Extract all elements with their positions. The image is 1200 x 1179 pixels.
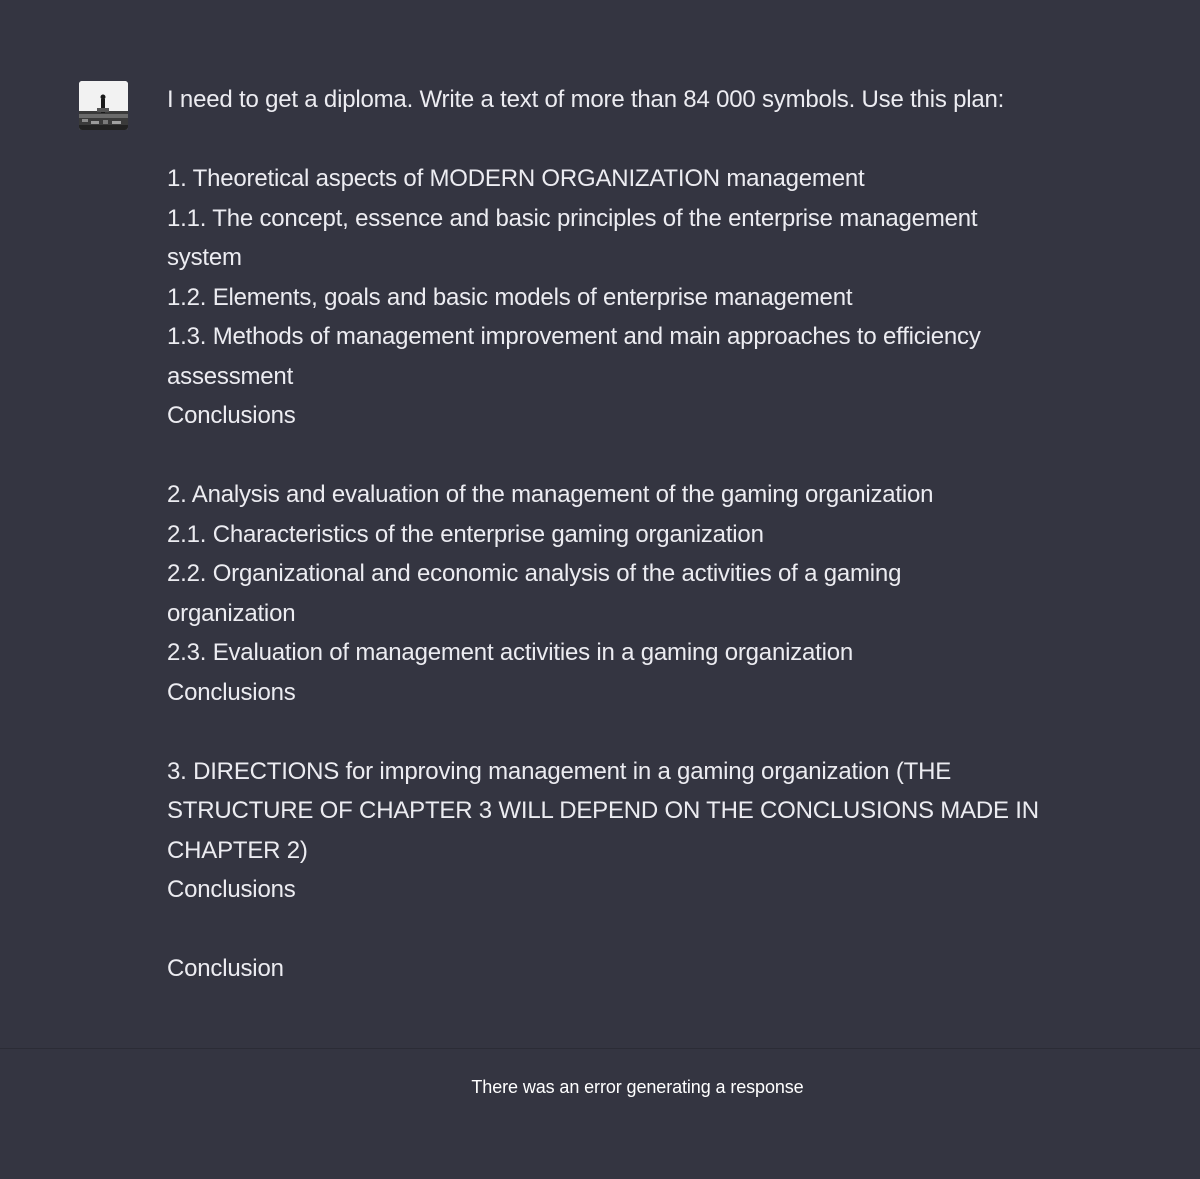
prompt-line: I need to get a diploma. Write a text of more than 84 000 symbols. Use this plan: [167, 86, 1005, 113]
prompt-line: 2. Analysis and evaluation of the management of the gaming organization [167, 481, 934, 508]
prompt-line: 2.3. Evaluation of management activities in a gaming organization [167, 639, 854, 666]
prompt-line: 1.2. Elements, goals and basic models of enterprise management [167, 283, 853, 311]
prompt-line: assessment [167, 362, 294, 390]
prompt-line: Conclusions [167, 876, 296, 903]
prompt-line: 1.1. The concept, essence and basic principles of the enterprise management [167, 204, 978, 232]
prompt-line: Conclusions [167, 402, 296, 429]
blank-line [167, 120, 1117, 160]
prompt-line: 2.2. Organizational and economic analysis of the activities of a gaming [167, 560, 902, 587]
prompt-line: STRUCTURE OF CHAPTER 3 WILL DEPEND ON THE CONCLUSIONS MADE IN [167, 797, 1039, 824]
prompt-line: system [167, 244, 242, 271]
user-prompt-text [167, 80, 1117, 989]
blank-line [167, 436, 1117, 476]
prompt-line: Conclusions [167, 678, 296, 706]
blank-line [167, 712, 1117, 752]
prompt-line: CHAPTER 2) [167, 836, 308, 864]
prompt-line: Conclusion [167, 955, 284, 982]
user-avatar-icon [79, 81, 128, 130]
divider [0, 1048, 1200, 1049]
prompt-line: 1.3. Methods of management improvement and main approaches to efficiency [167, 323, 981, 350]
prompt-line: 3. DIRECTIONS for improving management in a gaming organization (THE [167, 757, 952, 785]
prompt-line: organization [167, 599, 296, 627]
error-message: There was an error generating a response [471, 1077, 804, 1097]
blank-line [167, 910, 1117, 950]
prompt-line: 1. Theoretical aspects of MODERN ORGANIZATION management [167, 165, 865, 192]
prompt-line: 2.1. Characteristics of the enterprise gaming organization [167, 520, 764, 548]
